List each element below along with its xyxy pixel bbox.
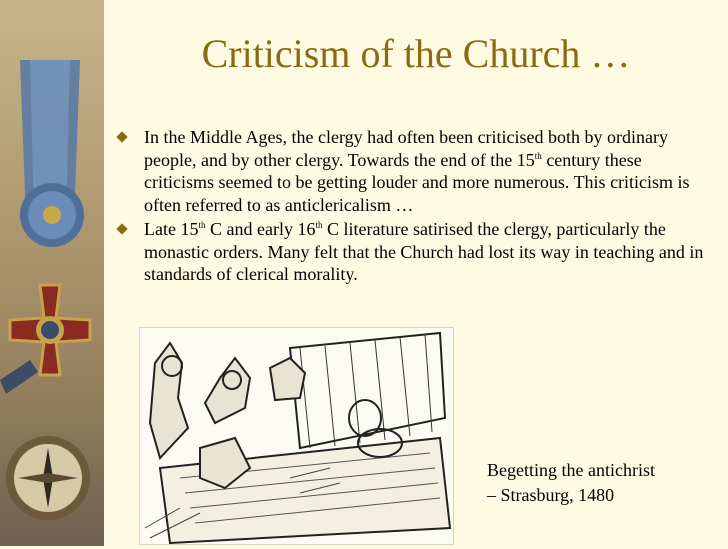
bullet-list bbox=[110, 126, 710, 288]
decorative-sidebar bbox=[0, 0, 104, 546]
caption-line-1: Begetting the antichrist bbox=[487, 460, 655, 480]
superscript-th: th bbox=[534, 150, 542, 161]
image-caption bbox=[487, 458, 655, 508]
slide-title: Criticism of the Church … bbox=[201, 31, 631, 76]
bullet-text-part: century these criticisms seemed to be getting louder and more numerous. This criticism is often referred to as anticlericalism … bbox=[144, 149, 690, 215]
superscript-th: th bbox=[315, 220, 323, 230]
bullet-item bbox=[110, 126, 710, 216]
bullet-text-part: Late 15 bbox=[144, 219, 199, 239]
bullet-text-part: C literature satirised the clergy, particularly the monastic orders. Many felt that the Church had lost its way in teaching and in standards of clerical morality. bbox=[144, 219, 704, 284]
caption-line-2: – Strasburg, 1480 bbox=[487, 485, 615, 505]
superscript-th: th bbox=[198, 220, 206, 230]
diamond-bullet-icon bbox=[116, 223, 127, 234]
diamond-bullet-icon bbox=[116, 131, 127, 142]
bullet-text-part: C and early 16 bbox=[205, 219, 316, 239]
bullet-text-part: In the Middle Ages, the clergy had often been criticised both by ordinary people, and by other clergy. Towards the end of the 15 bbox=[144, 127, 669, 170]
woodcut-illustration bbox=[139, 327, 454, 545]
bullet-item bbox=[110, 218, 710, 286]
